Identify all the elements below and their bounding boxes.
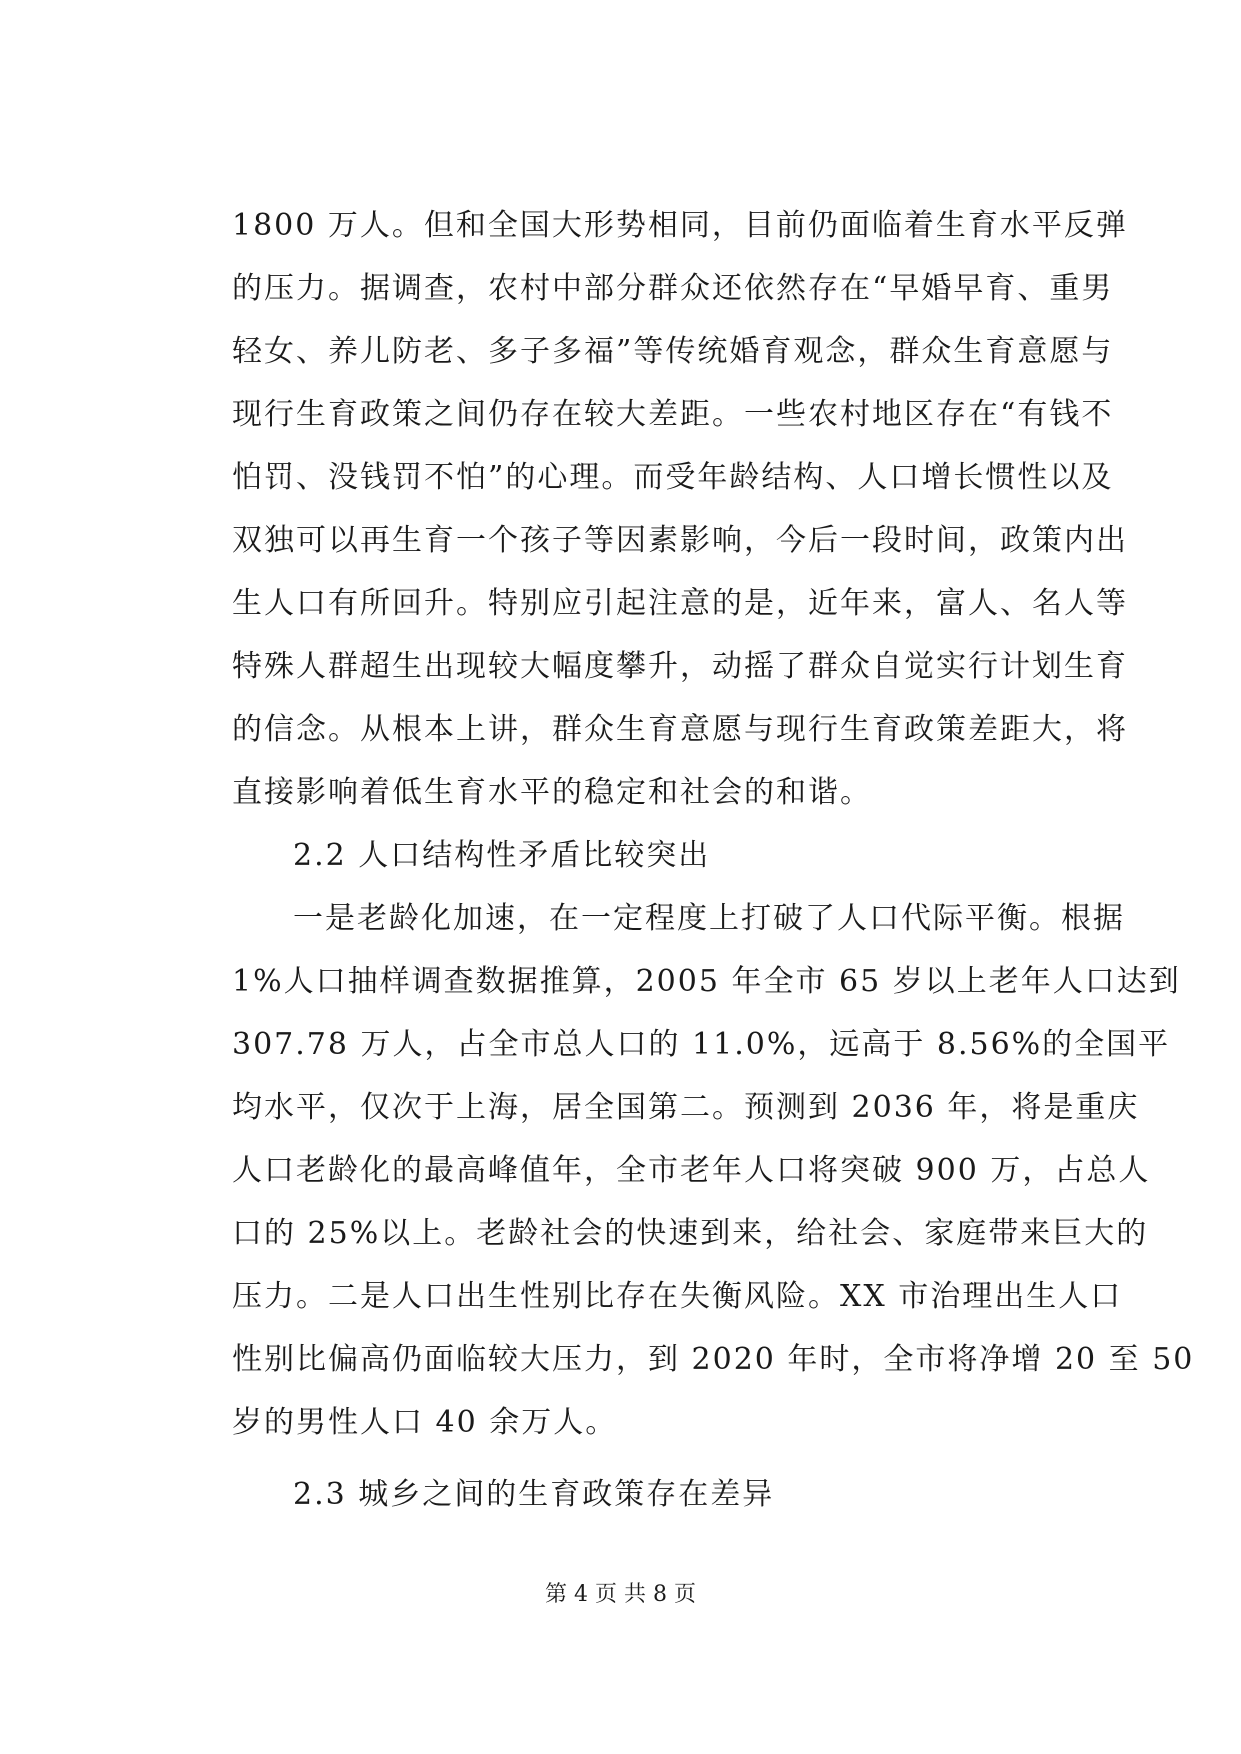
paragraph-line: 直接影响着低生育水平的稳定和社会的和谐。	[232, 775, 872, 810]
paragraph-line: 口的 25%以上。老龄社会的快速到来，给社会、家庭带来巨大的	[232, 1216, 1149, 1251]
paragraph-line: 压力。二是人口出生性别比存在失衡风险。XX 市治理出生人口	[232, 1279, 1123, 1314]
paragraph-line: 1800 万人。但和全国大形势相同，目前仍面临着生育水平反弹	[232, 208, 1128, 243]
paragraph-line: 特殊人群超生出现较大幅度攀升，动摇了群众自觉实行计划生育	[232, 649, 1128, 684]
section-heading-2-3: 2.3 城乡之间的生育政策存在差异	[293, 1477, 775, 1512]
paragraph-line: 均水平，仅次于上海，居全国第二。预测到 2036 年，将是重庆	[232, 1090, 1140, 1125]
paragraph-line: 1%人口抽样调查数据推算，2005 年全市 65 岁以上老年人口达到	[232, 964, 1181, 999]
paragraph-line: 的信念。从根本上讲，群众生育意愿与现行生育政策差距大，将	[232, 712, 1128, 747]
paragraph-line: 双独可以再生育一个孩子等因素影响，今后一段时间，政策内出	[232, 523, 1128, 558]
paragraph-line: 性别比偏高仍面临较大压力，到 2020 年时，全市将净增 20 至 50	[232, 1342, 1195, 1377]
section-heading-2-2: 2.2 人口结构性矛盾比较突出	[293, 838, 711, 873]
page-number-footer: 第 4 页 共 8 页	[545, 1582, 696, 1607]
paragraph-line: 人口老龄化的最高峰值年，全市老年人口将突破 900 万，占总人	[232, 1153, 1151, 1188]
paragraph-line: 岁的男性人口 40 余万人。	[232, 1405, 618, 1440]
paragraph-line: 的压力。据调查，农村中部分群众还依然存在“早婚早育、重男	[232, 271, 1114, 306]
paragraph-line: 一是老龄化加速，在一定程度上打破了人口代际平衡。根据	[293, 901, 1125, 936]
paragraph-line: 生人口有所回升。特别应引起注意的是，近年来，富人、名人等	[232, 586, 1128, 621]
paragraph-line: 307.78 万人，占全市总人口的 11.0%，远高于 8.56%的全国平	[232, 1027, 1171, 1062]
paragraph-line: 轻女、养儿防老、多子多福”等传统婚育观念，群众生育意愿与	[232, 334, 1114, 369]
paragraph-line: 怕罚、没钱罚不怕”的心理。而受年龄结构、人口增长惯性以及	[232, 460, 1114, 495]
paragraph-line: 现行生育政策之间仍存在较大差距。一些农村地区存在“有钱不	[232, 397, 1114, 432]
